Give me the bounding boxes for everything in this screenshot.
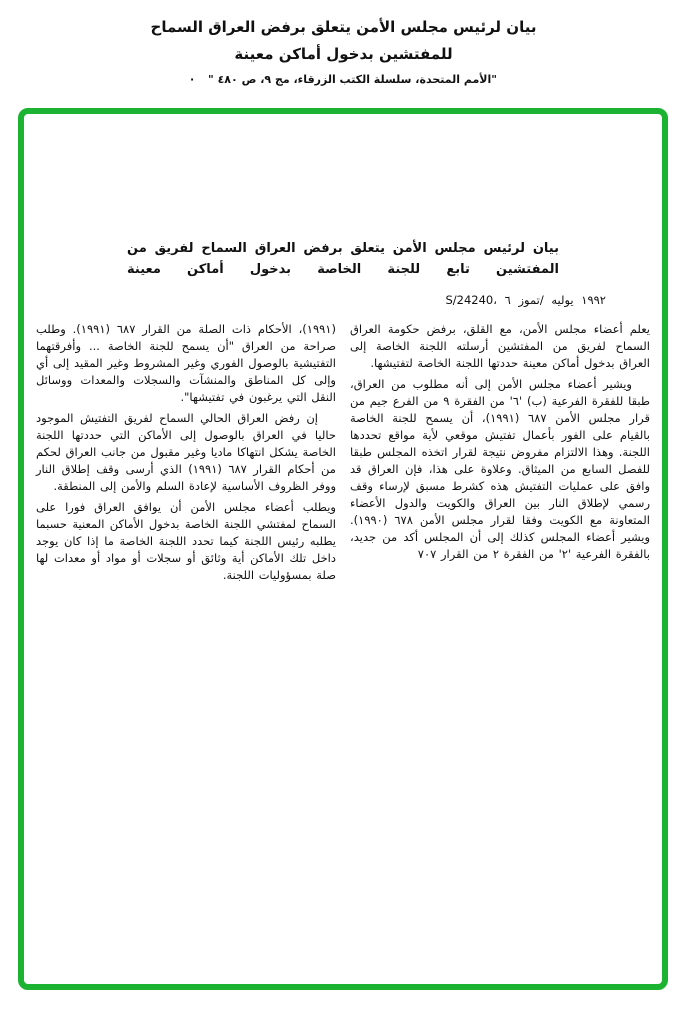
date-day: ٦ bbox=[504, 293, 511, 307]
header-source-citation bbox=[0, 70, 687, 90]
date-year: ١٩٩٢ bbox=[581, 293, 606, 307]
date-month-gregorian: يوليه bbox=[551, 293, 574, 307]
paragraph: يعلم أعضاء مجلس الأمن، مع القلق، برفض حكومة العراق السماح لفريق من المفتشين أرسلته اللجنة الخاصة إلى العراق بدخول أماكن معينة حددتها اللجنة الخاصة لتفتيشها. bbox=[350, 322, 650, 370]
statement-title-line1: بيان لرئيس مجلس الأمن يتعلق برفض العراق السماح لفريق من bbox=[127, 241, 559, 256]
paragraph: إن رفض العراق الحالي السماح لفريق التفتيش الموجود حاليا في العراق بالوصول إلى الأماكن التي حددتها اللجنة الخاصة يشكل انتهاكا ماديا وغير مقبول من جانب العراق لحكم من أحكام القرار ٦٨٧ (١٩٩١) الذي أرسى وقف إطلاق النار ووفر الظروف الأساسية لإعادة السلم والأمن إلى المنطقة. bbox=[36, 411, 336, 493]
document-symbol: S/24240، bbox=[445, 293, 497, 307]
statement-card bbox=[18, 108, 668, 990]
paragraph: ويشير أعضاء مجلس الأمن إلى أنه مطلوب من العراق، طبقا للفقرة الفرعية (ب) '٦' من الفقرة ٩ من الفرع جيم من قرار مجلس الأمن ٦٨٧ (١٩٩١)، أن يسمح للجنة الخاصة بالقيام على الفور بأعمال تفتيش موقعي لأية مواقع تحددها اللجنة. وهذا الالتزام مفروض نتيجة لقرار اتخذه المجلس طبقا للفصل السابع من الميثاق. وعلاوة على هذا، فإن العراق قد وافق على عمليات التفتيش هذه كشرط مسبق لإرساء وقف رسمي لإطلاق النار بين العراق والكويت والدول الأعضاء المتعاونة مع الكويت وفقا لقرار مجلس الأمن ٦٧٨ (١٩٩٠). ويشير أعضاء المجلس كذلك إلى أن المجلس أكد من جديد، بالفقرة الفرعية '٢' من الفقرة ٢ من القرار ٧٠٧ bbox=[350, 377, 651, 561]
header-title-line1: بيان لرئيس مجلس الأمن يتعلق برفض العراق السماح bbox=[150, 18, 537, 36]
two-column-text bbox=[24, 321, 662, 588]
document-header bbox=[0, 14, 687, 90]
column-right bbox=[350, 321, 650, 588]
paragraph: (١٩٩١)، الأحكام ذات الصلة من القرار ٦٨٧ (١٩٩١). وطلب صراحة من العراق "أن يسمح للجنة الخاصة ... وأفرقتهما التفتيشية بالوصول الفوري وغير المشروط وغير المقيد إلى أي وإلى كل المناطق والمنشآت والسجلات والمعدات ووسائل النقل التي يرغبون في تفتيشها". bbox=[36, 322, 336, 404]
header-title-line2: للمفتشين بدخول أماكن معينة bbox=[234, 45, 453, 63]
document-symbol-date bbox=[24, 292, 662, 308]
statement-title-line2: المفتشين تابع للجنة الخاصة بدخول أماكن معينة bbox=[127, 262, 559, 277]
column-left bbox=[36, 321, 336, 588]
date-month-hijri: تموز/ bbox=[518, 293, 544, 307]
source-end-dot: · bbox=[190, 73, 195, 86]
source-citation-text: "الأمم المتحدة، سلسلة الكتب الزرقاء، مج ٩، ص ٤٨٠ " bbox=[208, 73, 497, 86]
statement-title bbox=[127, 238, 559, 280]
paragraph: ويطلب أعضاء مجلس الأمن أن يوافق العراق فورا على السماح لمفتشي اللجنة الخاصة بدخول الأماكن المعنية حسبما يطلبه رئيس اللجنة كيما تحدد اللجنة الخاصة ما إذا كان يوجد داخل تلك الأماكن أية وثائق أو سجلات أو مواد أو معدات لها صلة بمسؤوليات اللجنة. bbox=[36, 500, 336, 582]
